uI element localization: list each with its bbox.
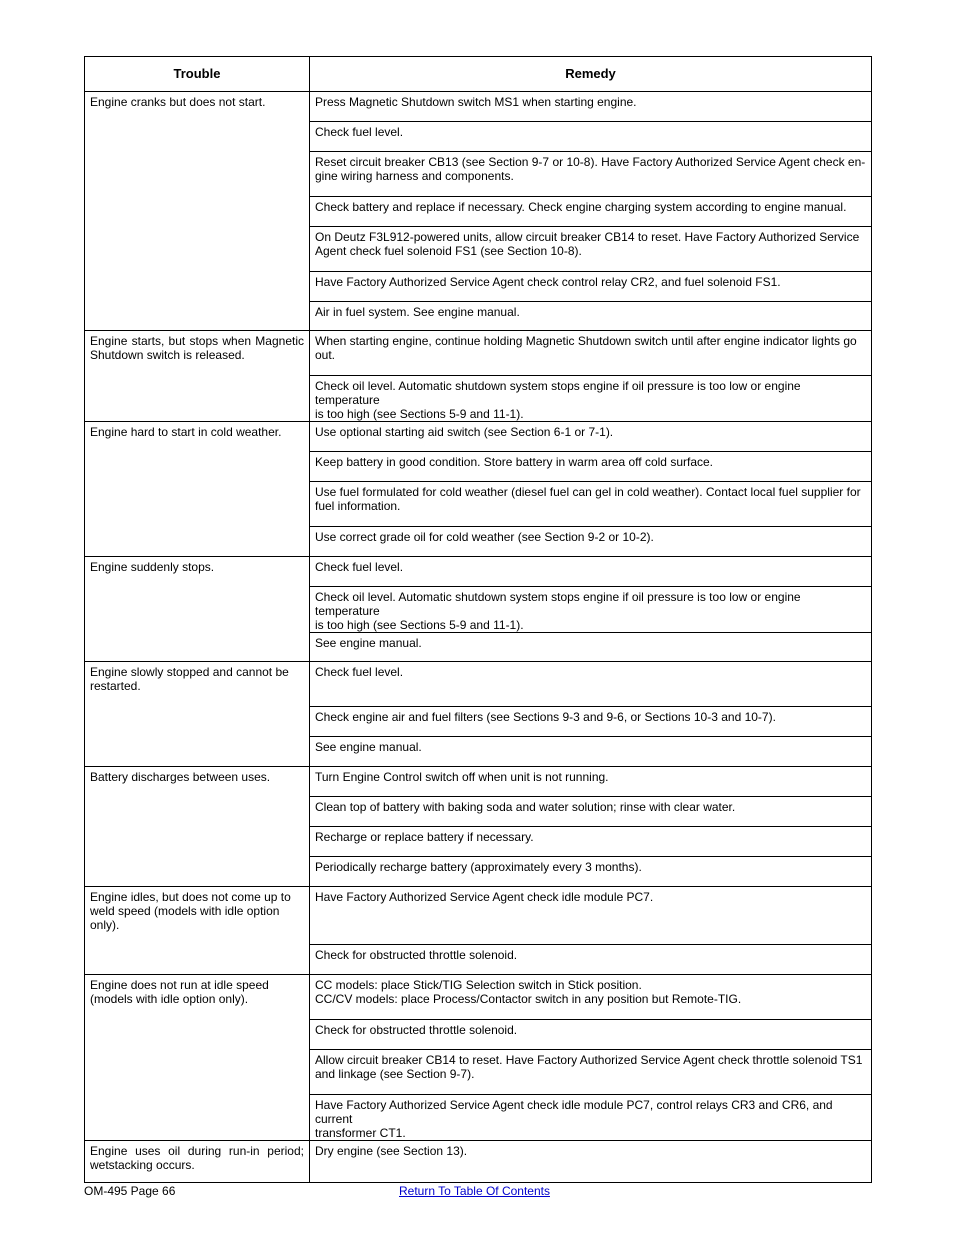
trouble-cell: Engine suddenly stops.: [85, 557, 310, 662]
table-header-row: [85, 57, 872, 92]
remedy-cell: Check battery and replace if necessary. Check engine charging system according to engine manual.: [310, 197, 872, 227]
trouble-cell: Engine does not run at idle speed (models with idle option only).: [85, 975, 310, 1141]
remedy-cell: Periodically recharge battery (approximately every 3 months).: [310, 857, 872, 887]
remedy-cell: Check engine air and fuel filters (see Sections 9-3 and 9-6, or Sections 10-3 and 10-7).: [310, 707, 872, 737]
trouble-header: Trouble: [85, 57, 310, 92]
remedy-cell: See engine manual.: [310, 737, 872, 767]
remedy-cell: Have Factory Authorized Service Agent check idle module PC7.: [310, 887, 872, 945]
trouble-cell: Engine cranks but does not start.: [85, 92, 310, 331]
troubleshooting-table: [84, 56, 872, 1183]
table-row: [85, 767, 872, 797]
table-row: [85, 975, 872, 1020]
remedy-cell: Have Factory Authorized Service Agent check control relay CR2, and fuel solenoid FS1.: [310, 272, 872, 302]
remedy-cell: Recharge or replace battery if necessary.: [310, 827, 872, 857]
table-row: [85, 422, 872, 452]
remedy-cell: Check fuel level.: [310, 662, 872, 707]
remedy-cell: CC models: place Stick/TIG Selection switch in Stick position. CC/CV models: place Process/Contactor switch in any position but Remote-TIG.: [310, 975, 872, 1020]
remedy-cell: Check for obstructed throttle solenoid.: [310, 945, 872, 975]
remedy-cell: Have Factory Authorized Service Agent check idle module PC7, control relays CR3 and CR6, and current transformer CT1.: [310, 1095, 872, 1141]
remedy-cell: On Deutz F3L912-powered units, allow circuit breaker CB14 to reset. Have Factory Authorized Service Agent check fuel solenoid FS1 (see Section 10-8).: [310, 227, 872, 272]
remedy-cell: Clean top of battery with baking soda and water solution; rinse with clear water.: [310, 797, 872, 827]
trouble-cell: Battery discharges between uses.: [85, 767, 310, 887]
table-body: [85, 92, 872, 1183]
trouble-cell: Engine uses oil during run-in period; wetstacking occurs.: [85, 1141, 310, 1183]
remedy-cell: Reset circuit breaker CB13 (see Section 9-7 or 10-8). Have Factory Authorized Service Agent check en- gine wiring harness and components.: [310, 152, 872, 197]
page-number: OM-495 Page 66: [84, 1184, 176, 1198]
remedy-cell: When starting engine, continue holding Magnetic Shutdown switch until after engine indicator lights go out.: [310, 331, 872, 376]
remedy-cell: Air in fuel system. See engine manual.: [310, 302, 872, 331]
table-row: [85, 331, 872, 376]
remedy-cell: Keep battery in good condition. Store battery in warm area off cold surface.: [310, 452, 872, 482]
remedy-cell: Check fuel level.: [310, 122, 872, 152]
remedy-cell: Allow circuit breaker CB14 to reset. Have Factory Authorized Service Agent check throttle solenoid TS1 and linkage (see Section 9-7).: [310, 1050, 872, 1095]
remedy-cell: Check for obstructed throttle solenoid.: [310, 1020, 872, 1050]
remedy-cell: See engine manual.: [310, 633, 872, 662]
remedy-cell: Use correct grade oil for cold weather (see Section 9-2 or 10-2).: [310, 527, 872, 557]
table-row: [85, 1141, 872, 1183]
remedy-cell: Check fuel level.: [310, 557, 872, 587]
table-row: [85, 662, 872, 707]
remedy-cell: Dry engine (see Section 13).: [310, 1141, 872, 1183]
remedy-cell: Use optional starting aid switch (see Section 6-1 or 7-1).: [310, 422, 872, 452]
remedy-cell: Turn Engine Control switch off when unit is not running.: [310, 767, 872, 797]
remedy-cell: Check oil level. Automatic shutdown system stops engine if oil pressure is too low or engine temperature is too high (see Sections 5-9 and 11-1).: [310, 587, 872, 633]
trouble-cell: Engine starts, but stops when Magnetic Shutdown switch is released.: [85, 331, 310, 422]
table-row: [85, 557, 872, 587]
table-row: [85, 887, 872, 945]
toc-link[interactable]: Return To Table Of Contents: [399, 1184, 550, 1198]
remedy-cell: Check oil level. Automatic shutdown system stops engine if oil pressure is too low or engine temperature is too high (see Sections 5-9 and 11-1).: [310, 376, 872, 422]
trouble-cell: Engine hard to start in cold weather.: [85, 422, 310, 557]
remedy-cell: Use fuel formulated for cold weather (diesel fuel can gel in cold weather). Contact local fuel supplier for fuel information.: [310, 482, 872, 527]
trouble-cell: Engine idles, but does not come up to weld speed (models with idle option only).: [85, 887, 310, 975]
trouble-cell: Engine slowly stopped and cannot be restarted.: [85, 662, 310, 767]
remedy-cell: Press Magnetic Shutdown switch MS1 when starting engine.: [310, 92, 872, 122]
table-row: [85, 92, 872, 122]
remedy-header: Remedy: [310, 57, 872, 92]
